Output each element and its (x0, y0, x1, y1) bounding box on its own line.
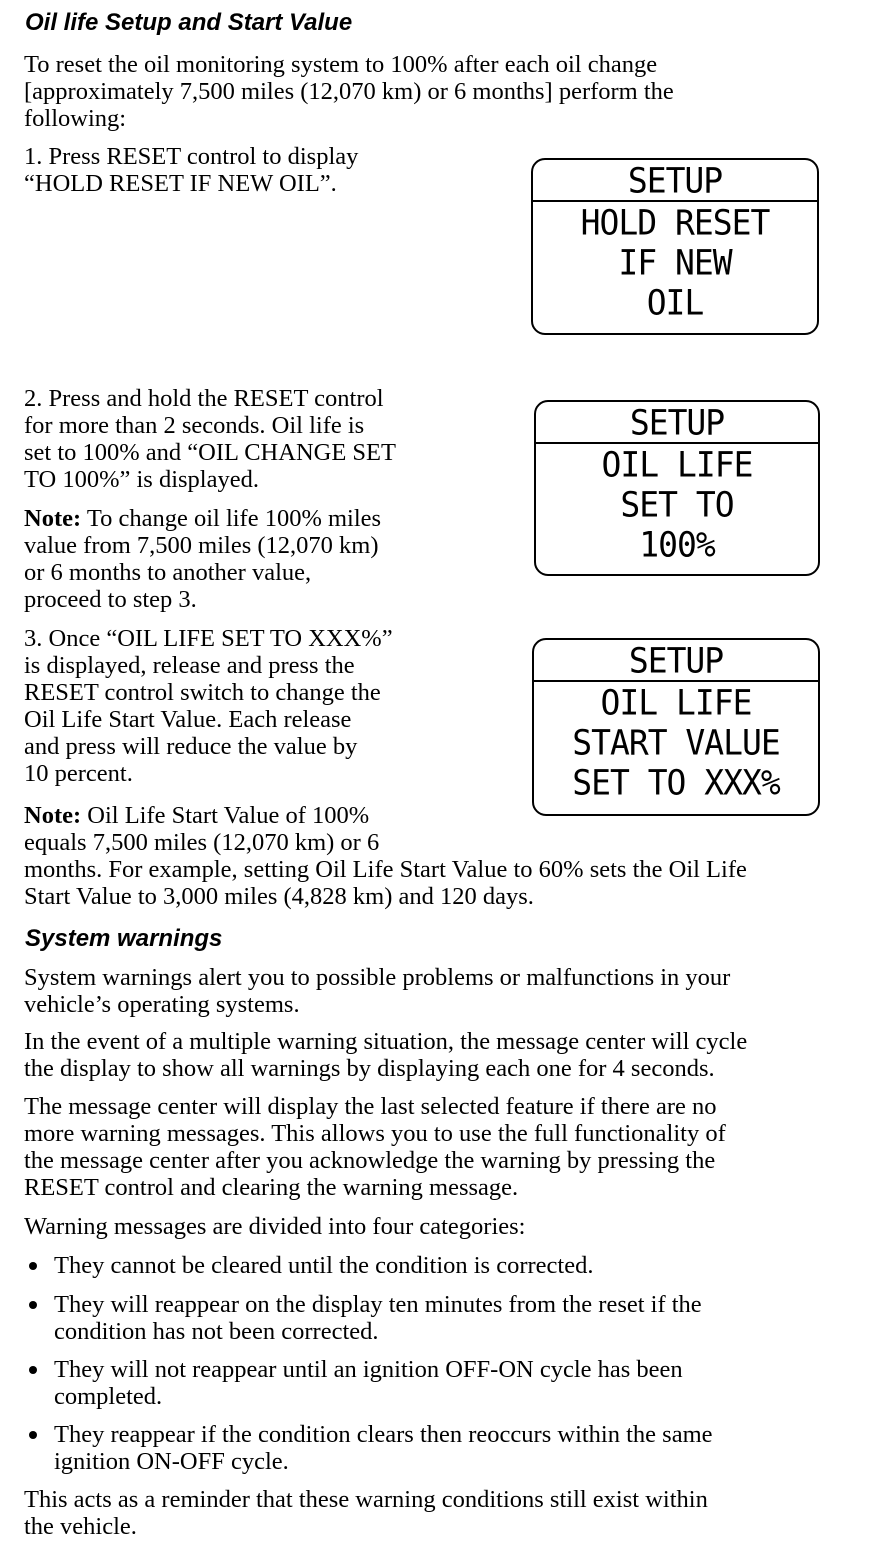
display-line-text: HOLD RESET (580, 201, 770, 243)
display-line (533, 202, 817, 242)
warning-category-2 (54, 1291, 702, 1345)
text-line: They will reappear on the display ten minutes from the reset if the (54, 1291, 702, 1318)
text-line: vehicle’s operating systems. (24, 991, 300, 1018)
text-line: equals 7,500 miles (12,070 km) or 6 (24, 829, 380, 856)
text-line: [approximately 7,500 miles (12,070 km) or 6 months] perform the (24, 78, 674, 105)
text-line: and press will reduce the value by (24, 733, 358, 760)
text-line: the vehicle. (24, 1513, 137, 1540)
warning-category-3 (54, 1356, 683, 1410)
note-label: Note: (24, 802, 82, 829)
display-line-text: SET TO XXX% (572, 761, 780, 803)
text-line: RESET control and clearing the warning message. (24, 1174, 519, 1201)
warnings-paragraph-3 (24, 1093, 726, 1201)
text-line: They reappear if the condition clears then reoccurs within the same (54, 1421, 713, 1448)
text-line: proceed to step 3. (24, 586, 197, 613)
text-line: ignition ON-OFF cycle. (54, 1448, 289, 1475)
text-line: To reset the oil monitoring system to 100% after each oil change (24, 51, 658, 78)
step-1 (24, 143, 358, 197)
message-center-display-3 (532, 638, 820, 816)
step-3 (24, 625, 393, 787)
display-header (534, 640, 818, 682)
display-line-text: OIL LIFE (600, 681, 752, 723)
text-line: more warning messages. This allows you to use the full functionality of (24, 1120, 726, 1147)
text-line: value from 7,500 miles (12,070 km) (24, 532, 379, 559)
display-line-text: OIL (646, 281, 704, 323)
display-line (534, 722, 818, 762)
display-line (536, 524, 818, 564)
message-center-display-2 (534, 400, 820, 576)
display-line-text: 100% (639, 523, 715, 565)
text-line (24, 802, 747, 829)
text-line: Start Value to 3,000 miles (4,828 km) and 120 days. (24, 883, 534, 910)
warnings-paragraph-4: Warning messages are divided into four categories: (24, 1213, 526, 1240)
display-line (533, 242, 817, 282)
display-line-text: IF NEW (618, 241, 732, 283)
text-line: 10 percent. (24, 760, 133, 787)
text-line: the display to show all warnings by displaying each one for 4 seconds. (24, 1055, 715, 1082)
display-line (533, 282, 817, 322)
text-line: months. For example, setting Oil Life Start Value to 60% sets the Oil Life (24, 856, 747, 883)
text-line: completed. (54, 1383, 163, 1410)
text-line: They cannot be cleared until the condition is corrected. (54, 1252, 594, 1279)
closing-paragraph (24, 1486, 708, 1540)
text-line: 3. Once “OIL LIFE SET TO XXX%” (24, 625, 393, 652)
display-line-text: OIL LIFE (601, 443, 753, 485)
display-line (534, 762, 818, 802)
note-text: Oil Life Start Value of 100% (81, 802, 370, 829)
warning-category-1 (54, 1252, 593, 1279)
warnings-paragraph-1 (24, 964, 730, 1018)
text-line: In the event of a multiple warning situation, the message center will cycle (24, 1028, 748, 1055)
display-line (536, 444, 818, 484)
text-line: 2. Press and hold the RESET control (24, 385, 384, 412)
text-line: They will not reappear until an ignition OFF-ON cycle has been (54, 1356, 683, 1383)
text-line: condition has not been corrected. (54, 1318, 379, 1345)
bullet-dot (29, 1366, 37, 1374)
text-line: the message center after you acknowledge the warning by pressing the (24, 1147, 716, 1174)
text-line: set to 100% and “OIL CHANGE SET (24, 439, 396, 466)
note-1 (24, 505, 381, 613)
bullet-dot (29, 1262, 37, 1270)
text-line: for more than 2 seconds. Oil life is (24, 412, 365, 439)
text-line: or 6 months to another value, (24, 559, 312, 586)
display-header-text: SETUP (627, 159, 723, 201)
text-line: System warnings alert you to possible problems or malfunctions in your (24, 964, 731, 991)
text-line: 1. Press RESET control to display (24, 143, 359, 170)
display-header-text: SETUP (629, 401, 725, 443)
text-line: RESET control switch to change the (24, 679, 381, 706)
step-2 (24, 385, 396, 493)
display-header-text: SETUP (628, 639, 724, 681)
text-line: following: (24, 105, 127, 132)
text-line: This acts as a reminder that these warning conditions still exist within (24, 1486, 708, 1513)
text-line (24, 505, 381, 532)
intro-paragraph (24, 51, 674, 132)
text-line: The message center will display the last selected feature if there are no (24, 1093, 717, 1120)
text-line: TO 100%” is displayed. (24, 466, 259, 493)
bullet-dot (29, 1431, 37, 1439)
display-line (534, 682, 818, 722)
warnings-paragraph-2 (24, 1028, 747, 1082)
display-line-text: SET TO (620, 483, 734, 525)
message-center-display-1 (531, 158, 819, 335)
warning-category-4 (54, 1421, 713, 1475)
text-line: “HOLD RESET IF NEW OIL”. (24, 170, 337, 197)
display-line-text: START VALUE (572, 721, 780, 763)
text-line: Oil Life Start Value. Each release (24, 706, 352, 733)
text-line: is displayed, release and press the (24, 652, 355, 679)
display-header (536, 402, 818, 444)
note-2 (24, 802, 747, 910)
display-header (533, 160, 817, 202)
note-text: To change oil life 100% miles (81, 505, 382, 532)
note-label: Note: (24, 505, 82, 532)
display-line (536, 484, 818, 524)
bullet-dot (29, 1301, 37, 1309)
section-title-system-warnings: System warnings (25, 925, 223, 952)
section-title-oil-life: Oil life Setup and Start Value (25, 9, 353, 36)
